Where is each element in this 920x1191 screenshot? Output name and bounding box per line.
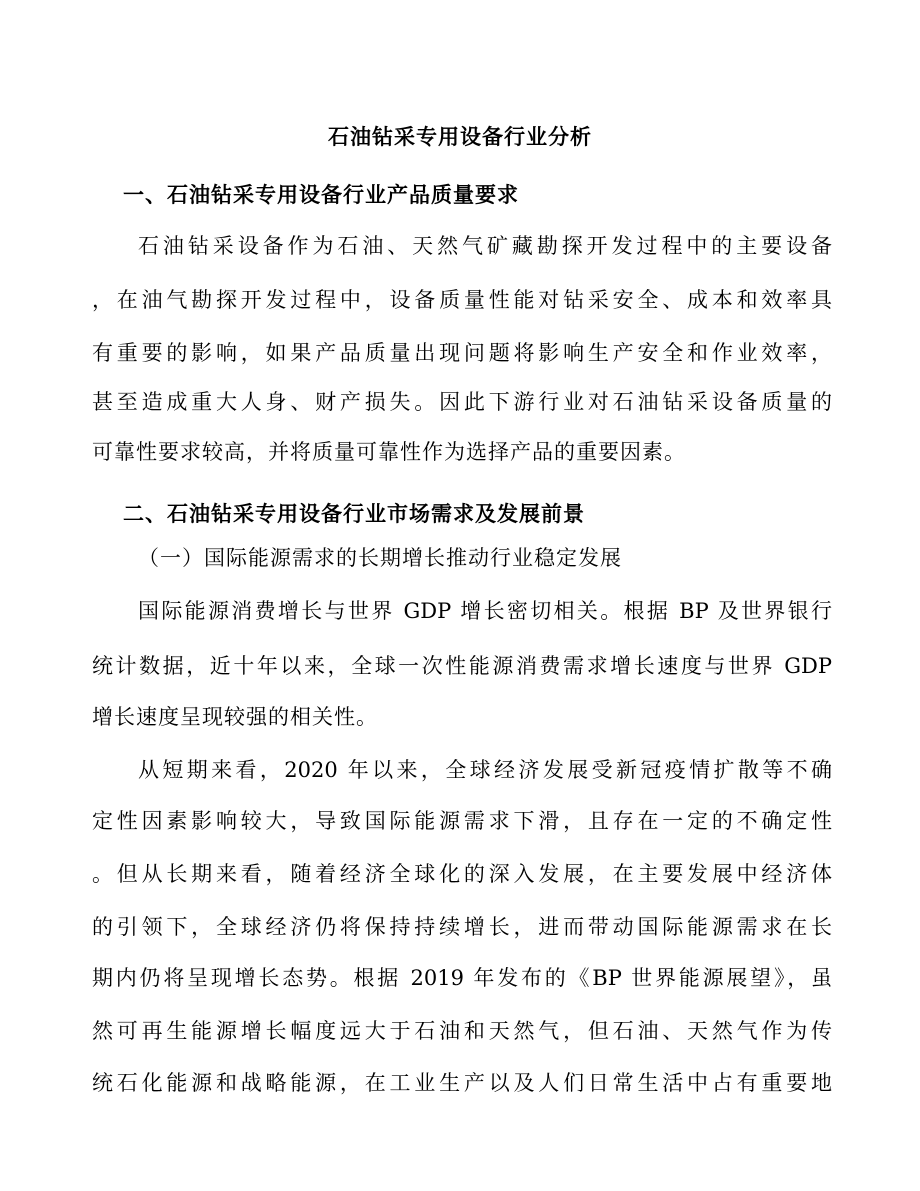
paragraph-line: 的引领下，全球经济仍将保持持续增长，进而带动国际能源需求在长 — [92, 915, 832, 939]
paragraph-line: 甚至造成重大人身、财产损失。因此下游行业对石油钻采设备质量的 — [92, 390, 832, 414]
paragraph-line: 从短期来看，2020 年以来，全球经济发展受新冠疫情扩散等不确 — [138, 758, 832, 782]
paragraph-line: 可靠性要求较高，并将质量可靠性作为选择产品的重要因素。 — [92, 440, 686, 464]
paragraph-line: 国际能源消费增长与世界 GDP 增长密切相关。根据 BP 及世界银行 — [138, 599, 832, 623]
paragraph-line: 定性因素影响较大，导致国际能源需求下滑，且存在一定的不确定性 — [92, 809, 832, 833]
paragraph-line: 期内仍将呈现增长态势。根据 2019 年发布的《BP 世界能源展望》，虽 — [92, 966, 832, 990]
paragraph-line: 然可再生能源增长幅度远大于石油和天然气，但石油、天然气作为传 — [92, 1019, 832, 1043]
document-title: 石油钻采专用设备行业分析 — [328, 124, 592, 149]
subsection-heading: （一）国际能源需求的长期增长推动行业稳定发展 — [138, 546, 622, 570]
paragraph-line: 。但从长期来看，随着经济全球化的深入发展，在主要发展中经济体 — [92, 862, 832, 886]
paragraph-line: 统石化能源和战略能源，在工业生产以及人们日常生活中占有重要地 — [92, 1071, 832, 1095]
section-2-heading: 二、石油钻采专用设备行业市场需求及发展前景 — [123, 501, 585, 526]
paragraph-line: ，在油气勘探开发过程中，设备质量性能对钻采安全、成本和效率具 — [92, 288, 832, 312]
paragraph-line: 统计数据，近十年以来，全球一次性能源消费需求增长速度与世界 GDP — [92, 654, 832, 678]
paragraph-line: 增长速度呈现较强的相关性。 — [92, 705, 378, 729]
section-1-heading: 一、石油钻采专用设备行业产品质量要求 — [123, 182, 519, 207]
paragraph-line: 石油钻采设备作为石油、天然气矿藏勘探开发过程中的主要设备 — [138, 234, 832, 258]
paragraph-line: 有重要的影响，如果产品质量出现问题将影响生产安全和作业效率， — [92, 341, 832, 365]
